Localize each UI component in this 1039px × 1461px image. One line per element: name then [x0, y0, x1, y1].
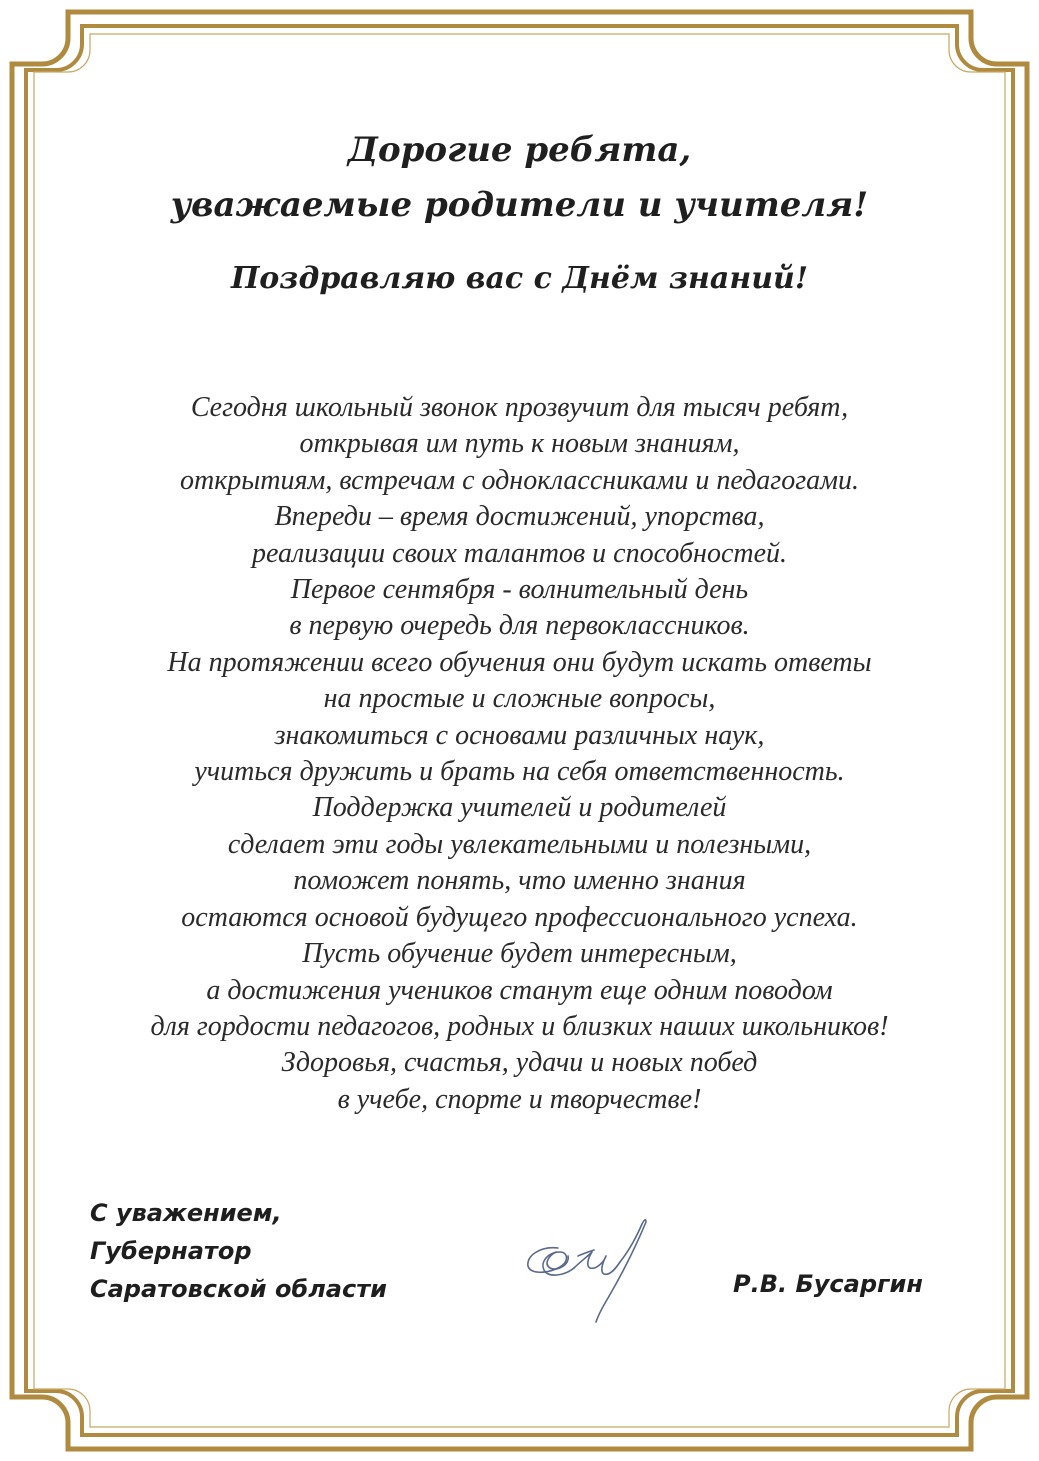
body-line: Первое сентября - волнительный день — [290, 574, 749, 606]
body-line: для гордости педагогов, родных и близких наших школьников! — [150, 1010, 889, 1042]
body-line: Впереди – время достижений, упорства, — [274, 501, 765, 533]
body-line: открытиям, встречам с одноклассниками и педагогами. — [179, 464, 860, 496]
letter-body — [60, 390, 979, 1118]
position-line-1: Губернатор — [90, 1237, 252, 1265]
body-line: Пусть обучение будет интересным, — [302, 938, 737, 970]
body-line: знакомиться с основами различных наук, — [274, 719, 765, 751]
greeting-line-1: Дорогие ребята, — [347, 130, 692, 170]
greeting-line-2: уважаемые родители и учителя! — [170, 185, 869, 225]
body-line: в учебе, спорте и творчестве! — [337, 1083, 702, 1115]
signer-name: Р.В. Бусаргин — [733, 1270, 923, 1298]
body-line: учиться дружить и брать на себя ответственность. — [194, 756, 845, 788]
body-line: а достижения учеников станут еще одним поводом — [206, 974, 833, 1006]
body-line: в первую очередь для первоклассников. — [289, 610, 750, 642]
position-line-2: Саратовской области — [90, 1275, 387, 1303]
body-line: сделает эти годы увлекательными и полезными, — [227, 828, 812, 860]
body-line: на простые и сложные вопросы, — [323, 683, 716, 715]
body-line: поможет понять, что именно знания — [293, 865, 746, 897]
congratulation-line: Поздравляю вас с Днём знаний! — [230, 261, 809, 296]
body-line: На протяжении всего обучения они будут искать ответы — [167, 646, 872, 678]
body-line: открывая им путь к новым знаниям, — [299, 428, 740, 460]
regards-line: С уважением, — [90, 1199, 282, 1227]
sign-off-block — [90, 1194, 387, 1308]
body-line: реализации своих талантов и способностей. — [251, 537, 788, 569]
handwritten-signature — [518, 1212, 678, 1328]
body-line: Здоровья, счастья, удачи и новых побед — [281, 1047, 758, 1079]
body-line: Поддержка учителей и родителей — [312, 792, 727, 824]
body-line: Сегодня школьный звонок прозвучит для тысяч ребят, — [190, 392, 849, 423]
body-line: остаются основой будущего профессионального успеха. — [181, 901, 858, 933]
